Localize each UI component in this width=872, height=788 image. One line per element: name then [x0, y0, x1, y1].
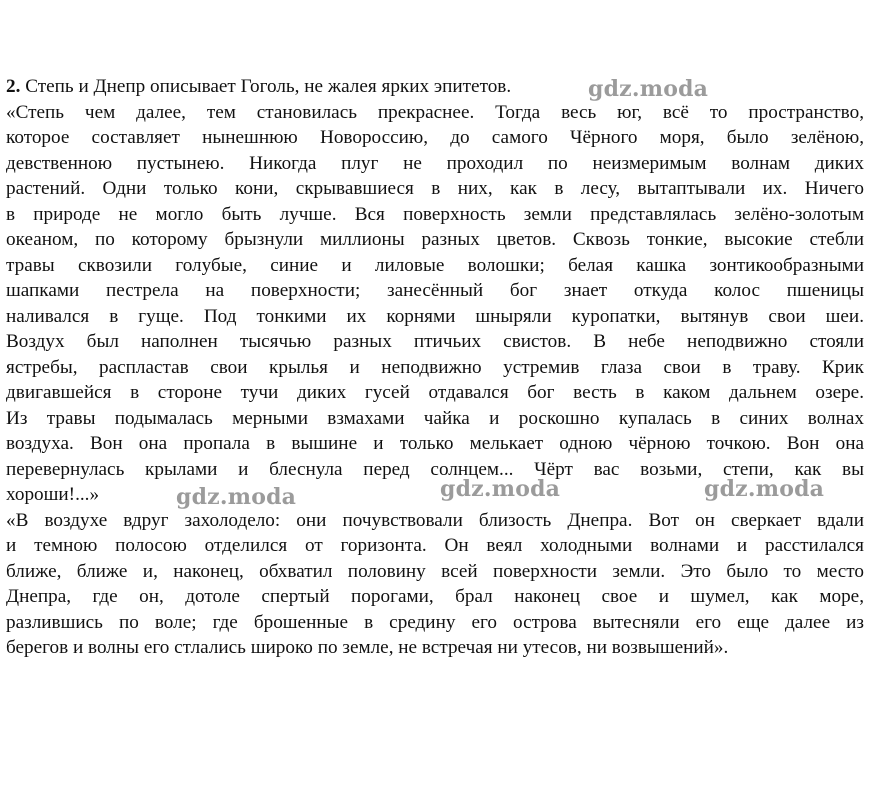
text-line: травы сквозили голубые, синие и лиловые волошки; белая кашка зонтикообразными [6, 254, 864, 276]
watermark: gdz.moda [704, 476, 825, 502]
watermark: gdz.moda [440, 476, 561, 502]
text-line: океаном, по которому брызнули миллионы разных цветов. Сквозь тонкие, высокие стебли [6, 229, 864, 250]
text-line: в природе не могло быть лучше. Вся поверхность земли представлялась зелёно-золотым [6, 203, 864, 225]
watermark: gdz.moda [588, 76, 709, 102]
text-line: ястребы, распластав свои крылья и неподвижно устремив глаза свои в траву. Крик [6, 356, 864, 378]
text-line: шапками пестрела на поверхности; занесённый бог знает откуда колос пшеницы [6, 280, 864, 301]
text-line: растений. Одни только кони, скрывавшиеся в них, как в лесу, вытаптывали их. Ничего [6, 178, 864, 199]
text-line: Воздух был наполнен тысячью разных птичьих свистов. В небе неподвижно стояли [6, 331, 864, 352]
text-line: воздуха. Вон она пропала в вышине и только мелькает одною чёрною точкою. Вон она [6, 433, 864, 454]
task-intro: Степь и Днепр описывает Гоголь, не жалея ярких эпитетов. [25, 76, 512, 97]
watermark: gdz.moda [176, 484, 297, 510]
task-heading [6, 74, 864, 100]
text-line: наливался в гуще. Под тонкими их корнями шныряли куропатки, вытянув свои шеи. [6, 305, 864, 327]
task-number: 2. [6, 76, 21, 97]
text-line: берегов и волны его стлались широко по земле, не встречая ни утесов, ни возвышений». [6, 637, 729, 658]
text-line: двигавшейся в стороне тучи диких гусей отдавался бог весть в каком дальнем озере. [6, 382, 864, 403]
text-line: Из травы подымалась мерными взмахами чайка и роскошно купалась в синих волнах [6, 407, 864, 429]
paragraph-dnieper [6, 508, 864, 661]
text-line: «В воздухе вдруг захолодело: они почувствовали близость Днепра. Вот он сверкает вдали [6, 509, 864, 531]
text-line: перевернулась крылами и блеснула перед солнцем... Чёрт вас возьми, степи, как вы [6, 458, 864, 480]
text-line: Днепра, где он, дотоле спертый порогами, брал наконец свое и шумел, как море, [6, 586, 864, 607]
text-line: хороши!...» [6, 484, 100, 505]
paragraph-steppe [6, 100, 864, 508]
text-line: девственною пустынею. Никогда плуг не проходил по неизмеримым волнам диких [6, 152, 864, 174]
text-line: ближе, ближе и, наконец, обхватил половину всей поверхности земли. Это было то место [6, 560, 864, 582]
text-line: которое составляет нынешнюю Новороссию, до самого Чёрного моря, было зелёною, [6, 127, 864, 148]
document-text [6, 74, 864, 661]
text-line: «Степь чем далее, тем становилась прекраснее. Тогда весь юг, всё то пространство, [6, 101, 864, 123]
text-line: разлившись по воле; где брошенные в средину его острова вытесняли его еще далее из [6, 611, 864, 633]
text-line: и темною полосою отделился от горизонта. Он веял холодными волнами и расстилался [6, 535, 864, 556]
